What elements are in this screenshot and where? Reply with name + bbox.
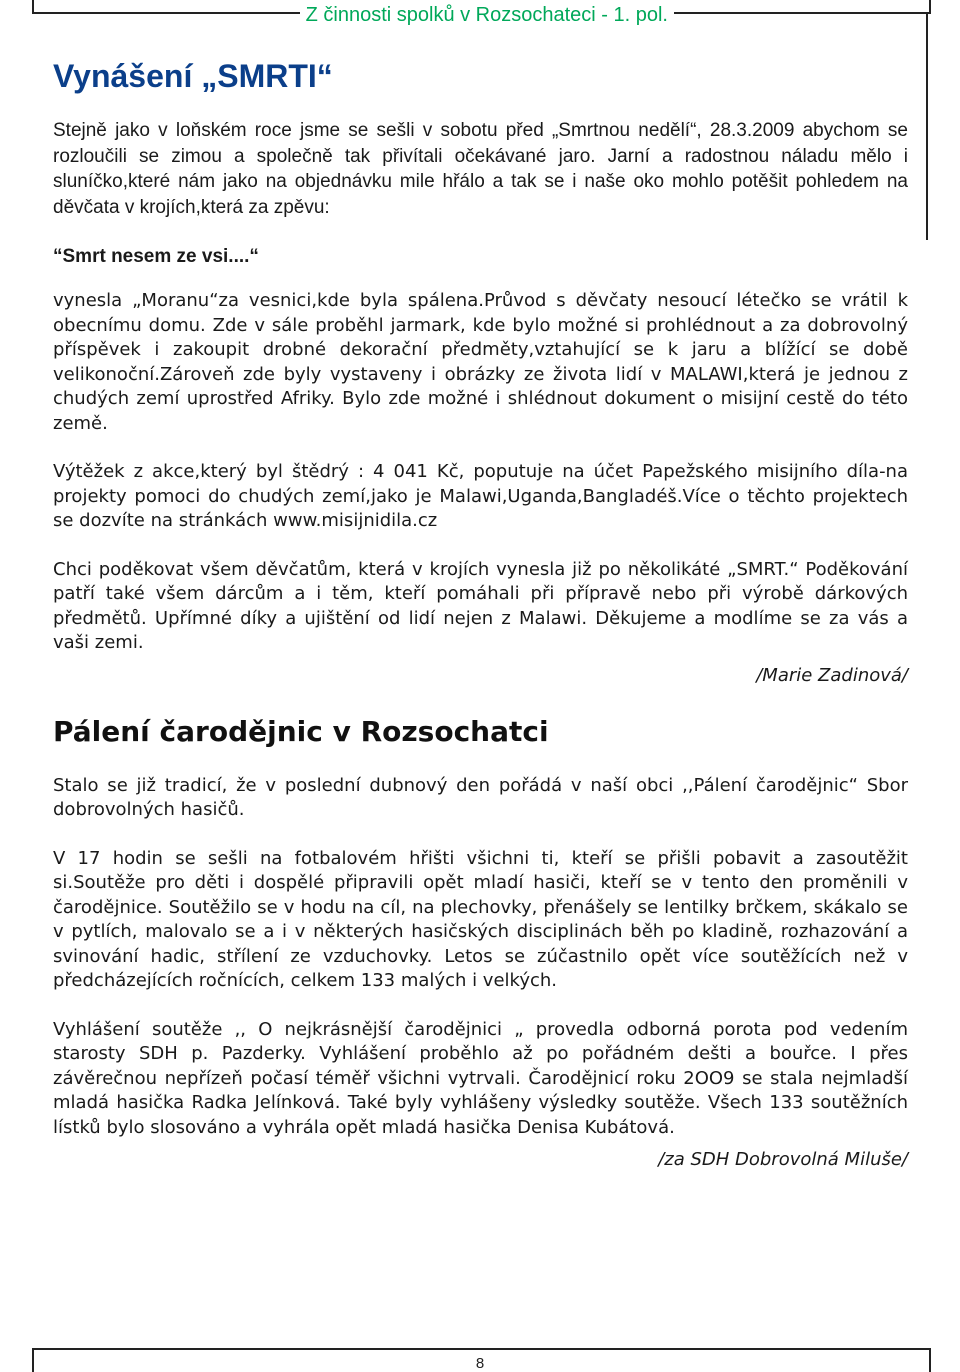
- page-content: [53, 56, 908, 1172]
- article2-paragraph-1: Stalo se již tradicí, že v poslední dubnový den pořádá v naší obci ,,Pálení čarodějnic“ Sbor dobrovolných hasičů.: [53, 774, 908, 820]
- article1-paragraph-3: Výtěžek z akce,který byl štědrý : 4 041 Kč, poputuje na účet Papežského misijního díla-na projekty pomoci do chudých zemí,jako je Malawi,Uganda,Bangladéš.Více o těchto projektech se dozvíte na stránkách www.misijnidila.cz: [53, 461, 908, 531]
- article1-paragraph-2: vynesla „Moranu“za vesnici,kde byla spálena.Průvod s děvčaty nesoucí létečko se vrátil k obecnímu domu. Zde v sále proběhl jarmark, kde bylo možné si prohlédnout a za dobrovolný příspěvek i zakoupit drobné dekorační předměty,vztahující se k jaru a blížící se době velikonoční.Zároveň zde byly vystaveny i obrázky ze života lidí v MALAWI,která je jednou z chudých zemí uprostřed Afriky. Bylo zde možné i shlédnout dokument o misijní cestě do této země.: [53, 290, 908, 434]
- article-title-carodejnice: Pálení čarodějnic v Rozsochatci: [53, 714, 549, 748]
- page-frame-right: [926, 12, 928, 240]
- running-header: Z činnosti spolků v Rozsochateci - 1. pol.: [300, 4, 674, 26]
- article1-paragraph-1: Stejně jako v loňském roce jsme se sešli v sobotu před „Smrtnou nedělí“, 28.3.2009 abychom se rozloučili se zimou a společně tak přivítali očekávané jaro. Jarní a radostnou náladu mělo i sluníčko,které nám jako na objednávku mile hřálo a tak se i naše oko mohlo potěšit pohledem na děvčata v krojích,která za zpěvu:: [53, 120, 908, 218]
- article2-paragraph-3: Vyhlášení soutěže ,, O nejkrásnější čarodějnici „ provedla odborná porota pod vedením starosty SDH p. Pazderky. Vyhlášení proběhlo až po pořádném dešti a bouřce. I přes závěrečnou nepřízeň počasí téměř všichni vytrvali. Čarodějnicí roku 2OO9 se stala nejmladší mladá hasička Radka Jelínková. Také byly vyhlášeny výsledky soutěže. Všech 133 soutěžních lístků bylo slosováno a vyhrála opět mladá hasička Denisa Kubátová.: [53, 1018, 908, 1138]
- article1-song-line: “Smrt nesem ze vsi....“: [53, 246, 259, 267]
- article1-signature: /Marie Zadinová/: [756, 664, 908, 686]
- article-title-smrt: Vynášení „SMRTI“: [53, 58, 333, 94]
- article2-paragraph-2: V 17 hodin se sešli na fotbalovém hřišti všichni ti, kteří se přišli pobavit a zasoutěžit si.Soutěže pro děti i dospělé připravili opět mladí hasiči, kteří se v tento den proměnili v čarodějnice. Soutěžilo se v hodu na cíl, na plechovky, přenášely se lentilky brčkem, skákalo se v pytlích, malovalo se a i v některých hasičských disciplinách běh po kladině, rozhazování a svinování hadic, střílení ze vzduchovky. Letos se zúčastnilo opět více soutěžících než v předcházejících ročnících, celkem 133 malých i velkých.: [53, 847, 908, 991]
- page-number: 8: [475, 1355, 485, 1372]
- article2-signature: /za SDH Dobrovolná Miluše/: [658, 1149, 908, 1170]
- article1-paragraph-4: Chci poděkovat všem děvčatům, která v krojích vynesla již po několikáté „SMRT.“ Poděkování patří také všem dárcům a i těm, kteří pomáhali při přípravě nebo při výrobě dárkových předmětů. Upřímné díky a ujištění od lidí nejen z Malawi. Děkujeme a modlíme se za vás a vaši zemi.: [53, 558, 908, 653]
